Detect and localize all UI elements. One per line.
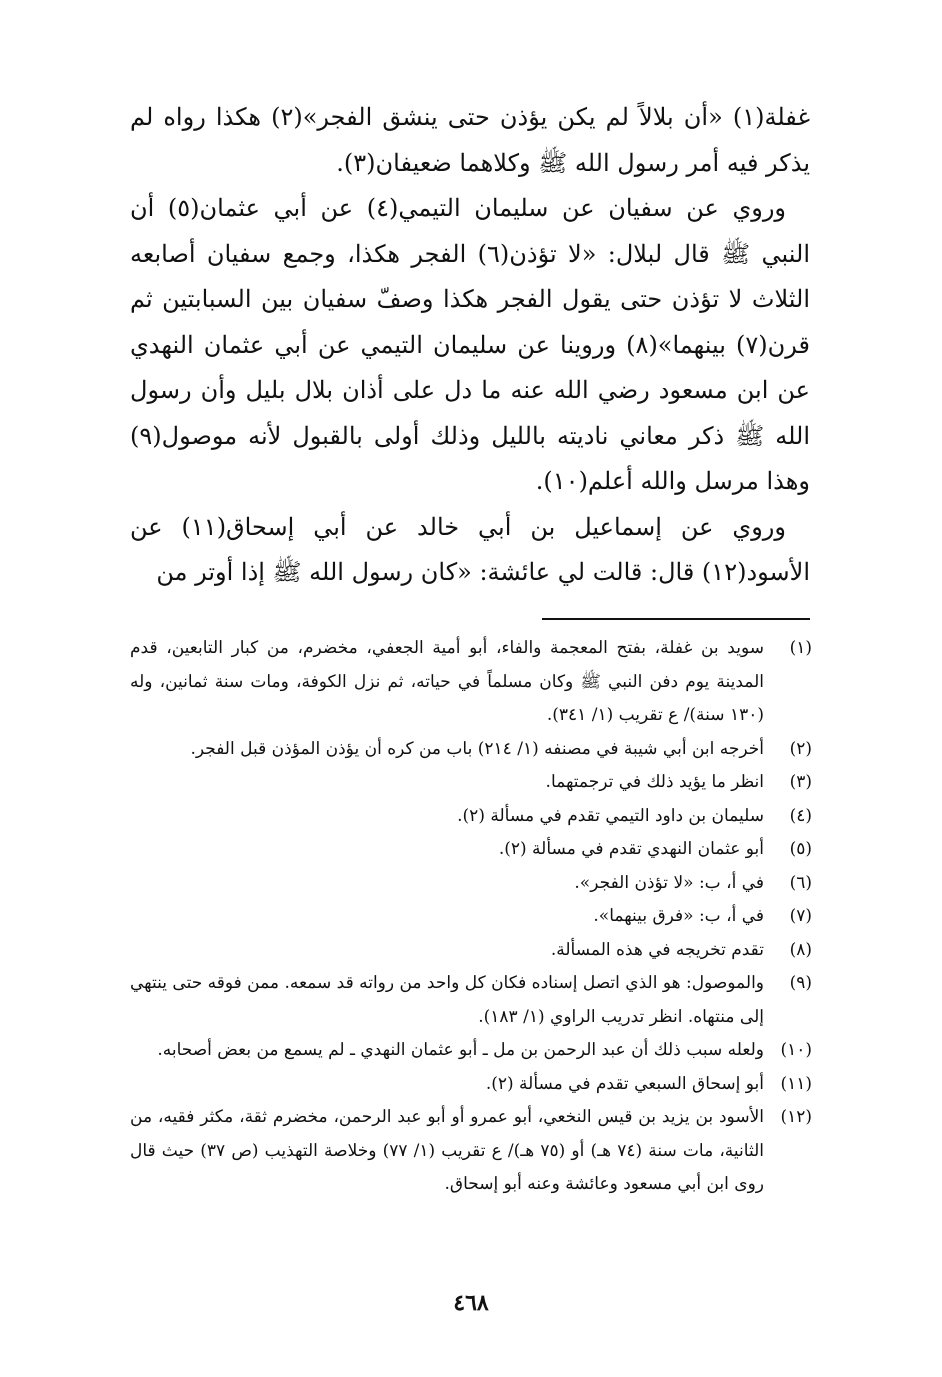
footnote-text: سويد بن غفلة، بفتح المعجمة والفاء، أبو أمية الجعفي، مخضرم، من كبار التابعين، قدم المدينة يوم دفن النبي ﷺ وكان مسلماً في حياته، ثم نزل الكوفة، ومات سنة ثمانين، وله (١٣٠ سنة)/ ع تقريب (١/ ٣٤١). — [130, 638, 764, 725]
page-number: ٤٦٨ — [453, 1290, 489, 1316]
footnote-text: الأسود بن يزيد بن قيس النخعي، أبو عمرو أو أبو عبد الرحمن، مخضرم ثقة، مكثر فقيه، من الثانية، مات سنة (٧٤ هـ) أو (٧٥ هـ)/ ع تقريب (١/ ٧٧) وخلاصة التهذيب (ص ٣٧) حيث قال روى ابن أبي مسعود وعائشة وعنه أبو إسحاق. — [130, 1107, 764, 1194]
footnote-10 — [130, 1034, 812, 1068]
footnote-number: (٨) — [789, 939, 812, 960]
footnote-number: (١٠) — [780, 1040, 812, 1060]
footnote-3 — [130, 766, 812, 800]
main-paragraph-3: وروي عن إسماعيل بن أبي خالد عن أبي إسحاق(١١) عن الأسود(١٢) قال: قالت لي عائشة: «كان رسول الله ﷺ إذا أوتر من — [130, 512, 810, 586]
footnote-number: (٥) — [789, 839, 812, 859]
footnote-number: (١) — [789, 638, 812, 658]
footnote-text: في أ، ب: «فرق بينهما». — [593, 906, 764, 926]
footnote-number: (١١) — [780, 1073, 812, 1094]
footnote-text: أبو عثمان النهدي تقدم في مسألة (٢). — [498, 839, 764, 859]
footnote-6 — [130, 867, 812, 901]
footnote-number: (٢) — [789, 738, 812, 759]
footnote-text: والموصول: هو الذي اتصل إسناده فكان كل واحد من رواته قد سمعه. ممن فوقه حتى ينتهي إلى منتهاه. انظر تدريب الراوي (١/ ١٨٣). — [130, 973, 764, 1027]
footnotes-section — [130, 632, 812, 1202]
main-paragraph-2: وروي عن سفيان عن سليمان التيمي(٤) عن أبي عثمان(٥) أن النبي ﷺ قال لبلال: «لا تؤذن(٦) الفجر هكذا، وجمع سفيان أصابعه الثلاث لا تؤذن حتى يقول الفجر هكذا وصفّ سفيان بين السبابتين ثم قرن(٧) بينهما»(٨) وروينا عن سليمان التيمي عن أبي عثمان النهدي عن ابن مسعود رضي الله عنه ما دل على أذان بلال بليل وأن رسول الله ﷺ ذكر معاني ناديته بالليل وذلك أولى بالقبول لأنه موصول(٩) وهذا مرسل والله أعلم(١٠). — [130, 194, 810, 495]
footnote-1 — [130, 632, 812, 733]
footnote-11 — [130, 1068, 812, 1102]
footnote-text: تقدم تخريجه في هذه المسألة. — [550, 939, 764, 960]
footnote-8 — [130, 934, 812, 968]
footnote-text: في أ، ب: «لا تؤذن الفجر». — [574, 872, 764, 893]
footnote-divider — [542, 618, 810, 620]
footnote-text: سليمان بن داود التيمي تقدم في مسألة (٢). — [457, 805, 764, 826]
footnote-text: ولعله سبب ذلك أن عبد الرحمن بن مل ـ أبو عثمان النهدي ـ لم يسمع من بعض أصحابه. — [157, 1040, 764, 1060]
footnote-text: أبو إسحاق السبعي تقدم في مسألة (٢). — [485, 1073, 764, 1094]
main-text-body — [130, 95, 810, 596]
footnote-number: (٣) — [789, 772, 812, 792]
footnote-number: (٦) — [789, 872, 812, 893]
footnote-text: انظر ما يؤيد ذلك في ترجمتهما. — [545, 772, 764, 792]
footnote-number: (٧) — [789, 906, 812, 926]
footnote-number: (٩) — [789, 973, 812, 993]
footnote-9 — [130, 967, 812, 1034]
footnote-7 — [130, 900, 812, 934]
footnote-4 — [130, 800, 812, 834]
footnote-5 — [130, 833, 812, 867]
footnote-number: (١٢) — [780, 1107, 812, 1127]
footnote-text: أخرجه ابن أبي شيبة في مصنفه (١/ ٢١٤) باب من كره أن يؤذن المؤذن قبل الفجر. — [190, 738, 764, 759]
footnote-number: (٤) — [789, 805, 812, 826]
footnote-12 — [130, 1101, 812, 1202]
footnote-2 — [130, 733, 812, 767]
main-paragraph-1: غفلة(١) «أن بلالاً لم يكن يؤذن حتى ينشق الفجر»(٢) هكذا رواه لم يذكر فيه أمر رسول الله ﷺ وكلاهما ضعيفان(٣). — [130, 103, 810, 177]
